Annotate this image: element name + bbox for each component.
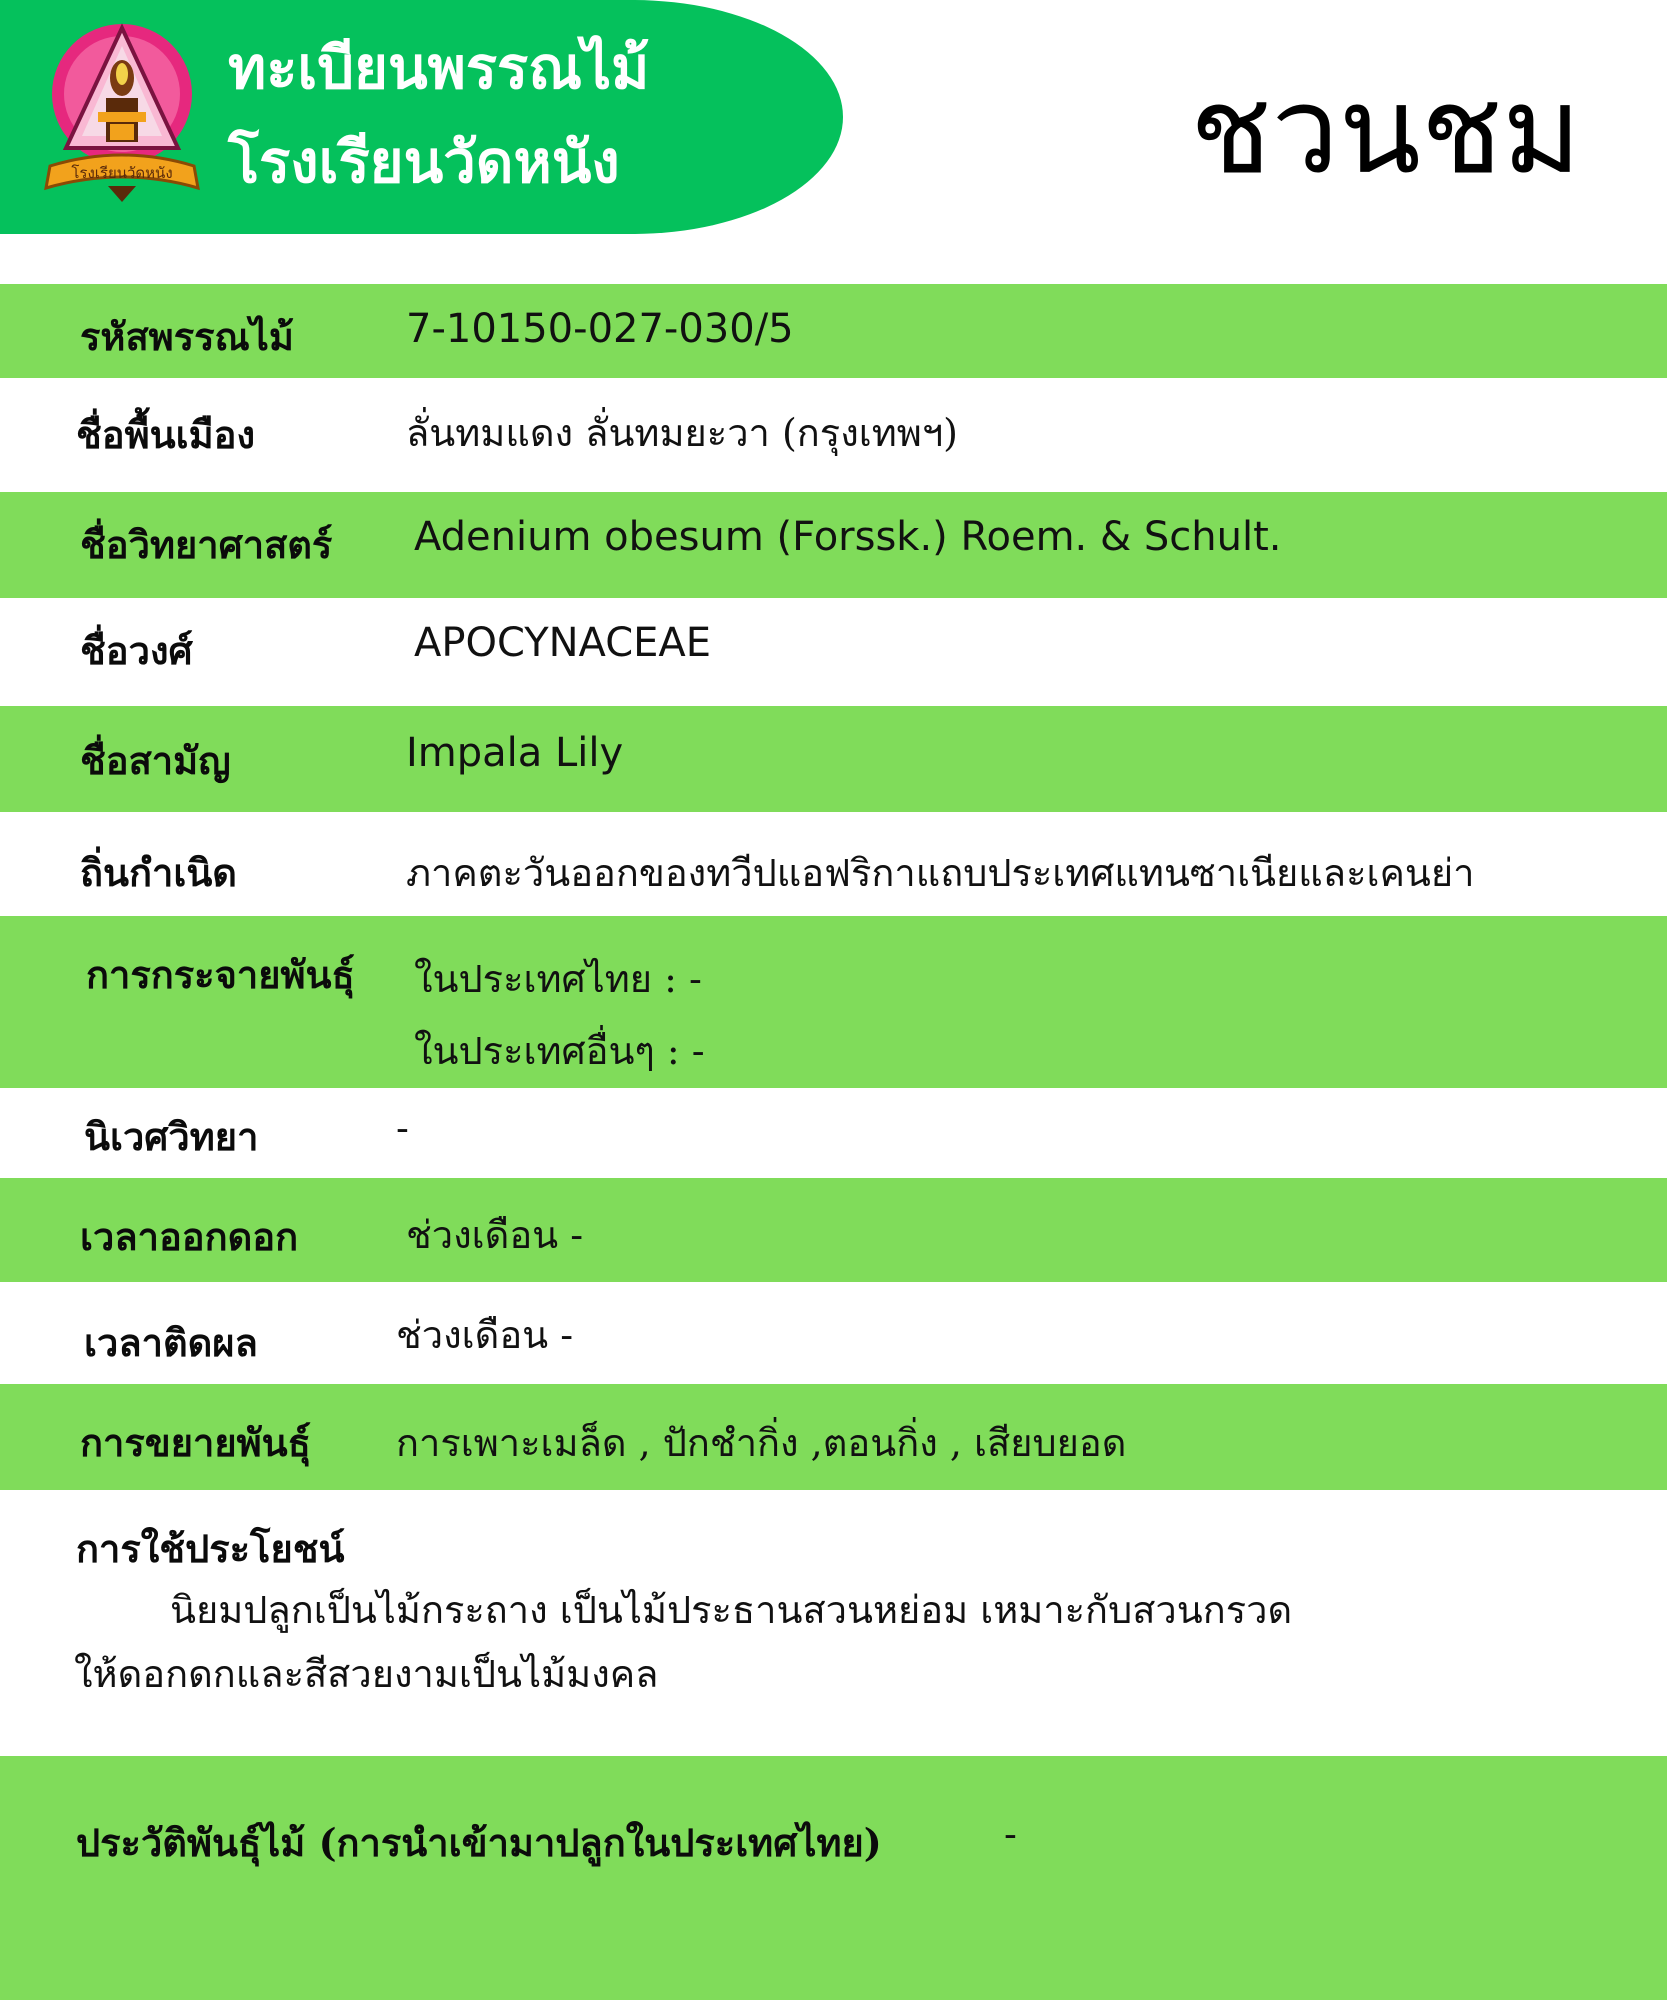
label-flowering-time: เวลาออกดอก <box>80 1214 299 1259</box>
value-distribution-thailand: ในประเทศไทย : - <box>414 957 702 1001</box>
value-common-name: Impala Lily <box>406 730 624 776</box>
value-propagation: การเพาะเมล็ด , ปักชำกิ่ง ,ตอนกิ่ง , เสียบยอด <box>396 1421 1127 1465</box>
logo-emblem-icon <box>46 24 198 202</box>
label-family-name: ชื่อวงศ์ <box>80 628 193 673</box>
row-bg-common-name <box>0 706 1667 812</box>
value-plant-code: 7-10150-027-030/5 <box>406 306 794 352</box>
uses-heading: การใช้ประโยชน์ <box>76 1526 345 1571</box>
uses-paragraph <box>74 1578 1574 1706</box>
label-origin: ถิ่นกำเนิด <box>80 850 237 895</box>
row-bg-history <box>0 1756 1667 2000</box>
plant-name-heading: ชวนชม <box>1190 62 1582 201</box>
value-scientific-name: Adenium obesum (Forssk.) Roem. & Schult. <box>414 514 1282 560</box>
history-value: - <box>1004 1812 1017 1856</box>
value-fruiting-time: ช่วงเดือน - <box>396 1313 574 1357</box>
label-propagation: การขยายพันธุ์ <box>80 1420 311 1465</box>
header-title-line1: ทะเบียนพรรณไม้ <box>228 34 650 102</box>
value-ecology: - <box>396 1106 409 1150</box>
uses-line1: นิยมปลูกเป็นไม้กระถาง เป็นไม้ประธานสวนหย่อม เหมาะกับสวนกรวด <box>170 1588 1293 1632</box>
value-origin: ภาคตะวันออกของทวีปแอฟริกาแถบประเทศแทนซาเนียและเคนย่า <box>406 851 1475 895</box>
history-label: ประวัติพันธุ์ไม้ (การนำเข้ามาปลูกในประเทศไทย) <box>76 1820 882 1865</box>
value-flowering-time: ช่วงเดือน - <box>406 1213 584 1257</box>
uses-line2: ให้ดอกดกและสีสวยงามเป็นไม้มงคล <box>74 1652 659 1696</box>
value-distribution-other: ในประเทศอื่นๆ : - <box>414 1029 705 1073</box>
value-local-name: ลั่นทมแดง ลั่นทมยะวา (กรุงเทพฯ) <box>406 411 959 455</box>
label-local-name: ชื่อพื้นเมือง <box>76 412 256 457</box>
label-fruiting-time: เวลาติดผล <box>84 1320 258 1365</box>
label-common-name: ชื่อสามัญ <box>80 738 231 783</box>
school-logo <box>36 16 208 206</box>
header-title-line2: โรงเรียนวัดหนัง <box>228 128 620 196</box>
label-distribution: การกระจายพันธุ์ <box>86 952 355 997</box>
value-family-name: APOCYNACEAE <box>414 620 712 666</box>
label-ecology: นิเวศวิทยา <box>84 1114 259 1159</box>
logo-ribbon-text: โรงเรียนวัดหนัง <box>71 164 173 182</box>
label-scientific-name: ชื่อวิทยาศาสตร์ <box>80 522 333 567</box>
label-plant-code: รหัสพรรณไม้ <box>80 314 294 359</box>
